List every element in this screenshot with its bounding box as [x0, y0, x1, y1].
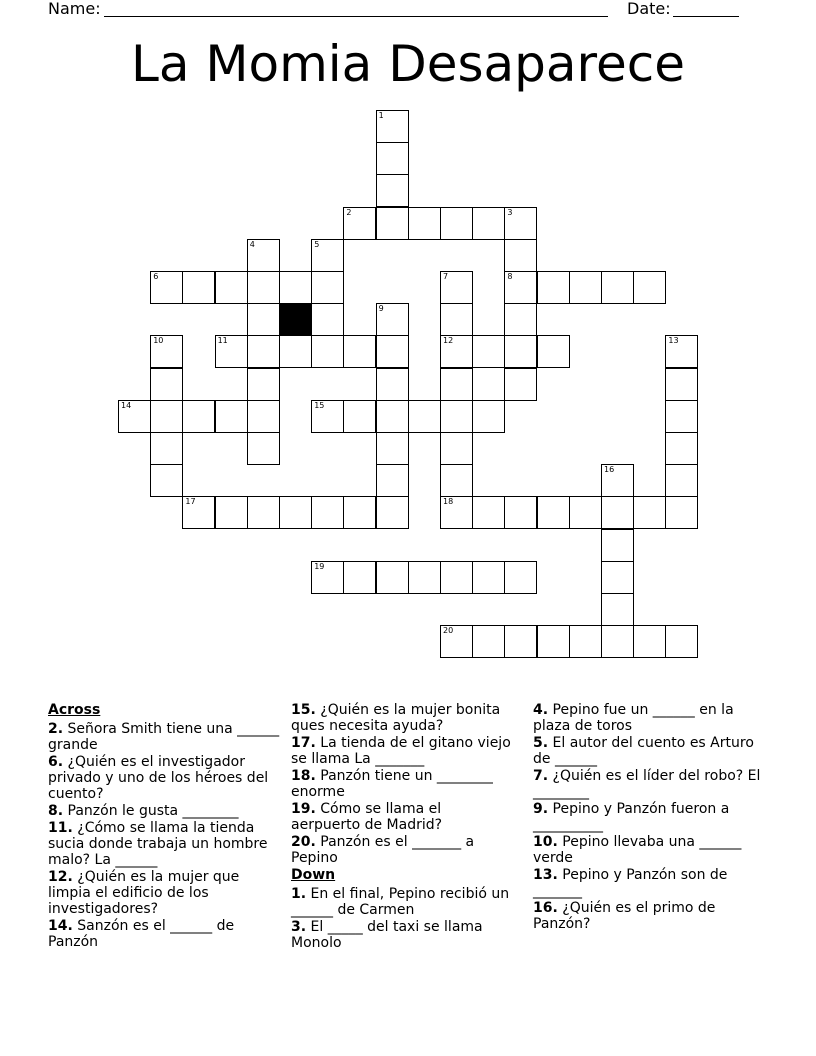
- clue-down: [533, 900, 761, 932]
- grid-cell[interactable]: [440, 561, 473, 594]
- clue-across: [48, 721, 280, 753]
- grid-cell[interactable]: [279, 335, 312, 368]
- clue-number-label: 4: [249, 239, 255, 249]
- clue-number-label: 2: [346, 207, 352, 217]
- clue-number: 5.: [533, 735, 549, 751]
- grid-cell[interactable]: [601, 271, 634, 304]
- grid-cell[interactable]: [247, 271, 280, 304]
- clue-text: ¿Cómo se llama la tienda sucia donde trabaja un hombre malo? La ______: [48, 820, 268, 868]
- clue-text: Pepino y Panzón son de _______: [533, 867, 728, 899]
- across-heading: Across: [48, 702, 101, 718]
- grid-cell[interactable]: [601, 464, 634, 497]
- clue-text: ¿Quién es el líder del robo? El ________: [533, 768, 761, 800]
- grid-cell[interactable]: [504, 335, 537, 368]
- clue-down: [533, 834, 761, 866]
- grid-cell[interactable]: [150, 271, 183, 304]
- grid-cell[interactable]: [440, 400, 473, 433]
- clue-text: La tienda de el gitano viejo se llama La _______: [291, 735, 511, 767]
- grid-cell[interactable]: [472, 335, 505, 368]
- grid-cell[interactable]: [376, 464, 409, 497]
- grid-cell[interactable]: [343, 561, 376, 594]
- grid-cell[interactable]: [376, 432, 409, 465]
- clue-text: Pepino fue un ______ en la plaza de toros: [533, 702, 734, 734]
- clue-number: 11.: [48, 820, 73, 836]
- grid-cell[interactable]: [247, 400, 280, 433]
- grid-cell[interactable]: [440, 464, 473, 497]
- grid-cell[interactable]: [472, 496, 505, 529]
- clue-number: 1.: [291, 886, 307, 902]
- grid-cell[interactable]: [150, 464, 183, 497]
- grid-cell[interactable]: [569, 496, 602, 529]
- grid-cell[interactable]: [247, 368, 280, 401]
- clue-number-label: 10: [153, 336, 164, 346]
- grid-cell[interactable]: [343, 207, 376, 240]
- clue-number: 17.: [291, 735, 316, 751]
- grid-cell[interactable]: [376, 110, 409, 143]
- black-cell: [279, 303, 312, 336]
- grid-cell[interactable]: [150, 368, 183, 401]
- grid-cell[interactable]: [472, 400, 505, 433]
- clue-number-label: 15: [314, 400, 325, 410]
- grid-cell[interactable]: [150, 400, 183, 433]
- clue-down: [533, 801, 761, 833]
- grid-cell[interactable]: [376, 335, 409, 368]
- grid-cell[interactable]: [472, 207, 505, 240]
- grid-cell[interactable]: [504, 561, 537, 594]
- clue-number: 9.: [533, 801, 549, 817]
- grid-cell[interactable]: [665, 368, 698, 401]
- clue-across: [291, 768, 513, 800]
- grid-cell[interactable]: [665, 400, 698, 433]
- clue-number-label: 1: [378, 111, 384, 120]
- grid-cell[interactable]: [633, 271, 666, 304]
- clue-number: 18.: [291, 768, 316, 784]
- grid-cell[interactable]: [601, 496, 634, 529]
- grid-cell[interactable]: [665, 335, 698, 368]
- clue-number-label: 14: [121, 400, 132, 410]
- clue-across: [48, 869, 280, 917]
- clue-number: 15.: [291, 702, 316, 718]
- grid-cell[interactable]: [311, 561, 344, 594]
- grid-cell[interactable]: [504, 496, 537, 529]
- grid-cell[interactable]: [440, 207, 473, 240]
- clue-text: Panzón tiene un ________ enorme: [291, 768, 493, 800]
- grid-cell[interactable]: [311, 400, 344, 433]
- clue-number-label: 8: [507, 272, 513, 281]
- clue-down: [533, 867, 761, 899]
- clue-across: [48, 803, 280, 819]
- grid-cell[interactable]: [376, 561, 409, 594]
- clue-number-label: 16: [604, 465, 615, 475]
- grid-cell[interactable]: [279, 496, 312, 529]
- grid-cell[interactable]: [408, 400, 441, 433]
- clue-down: [533, 735, 761, 767]
- grid-cell[interactable]: [376, 303, 409, 336]
- grid-cell[interactable]: [376, 400, 409, 433]
- clue-column-3: [533, 702, 761, 933]
- grid-cell[interactable]: [343, 400, 376, 433]
- name-label: Name:: [48, 0, 101, 18]
- grid-cell[interactable]: [472, 625, 505, 658]
- grid-cell[interactable]: [408, 207, 441, 240]
- clue-number: 12.: [48, 869, 73, 885]
- clue-down: [291, 919, 513, 951]
- grid-cell[interactable]: [311, 496, 344, 529]
- grid-cell[interactable]: [440, 625, 473, 658]
- grid-cell[interactable]: [182, 271, 215, 304]
- grid-cell[interactable]: [504, 303, 537, 336]
- clue-number: 6.: [48, 754, 64, 770]
- clue-text: Pepino llevaba una ______ verde: [533, 834, 742, 866]
- clue-text: El _____ del taxi se llama Monolo: [291, 919, 483, 951]
- grid-cell[interactable]: [311, 239, 344, 272]
- grid-cell[interactable]: [247, 239, 280, 272]
- clue-text: ¿Quién es el primo de Panzón?: [533, 900, 716, 932]
- grid-cell[interactable]: [633, 496, 666, 529]
- grid-cell[interactable]: [311, 303, 344, 336]
- grid-cell[interactable]: [601, 593, 634, 626]
- grid-cell[interactable]: [376, 174, 409, 207]
- grid-cell[interactable]: [537, 625, 570, 658]
- clue-number-label: 7: [443, 272, 449, 281]
- clue-number: 14.: [48, 918, 73, 934]
- grid-cell[interactable]: [504, 239, 537, 272]
- grid-cell[interactable]: [665, 625, 698, 658]
- clue-down: [533, 768, 761, 800]
- grid-cell[interactable]: [311, 271, 344, 304]
- grid-cell[interactable]: [440, 271, 473, 304]
- grid-cell[interactable]: [569, 625, 602, 658]
- clue-text: Señora Smith tiene una ______ grande: [48, 721, 280, 753]
- grid-cell[interactable]: [665, 496, 698, 529]
- grid-cell[interactable]: [440, 496, 473, 529]
- clue-text: Panzón le gusta ________: [67, 803, 239, 819]
- grid-cell[interactable]: [343, 496, 376, 529]
- clue-text: El autor del cuento es Arturo de ______: [533, 735, 754, 767]
- clue-text: ¿Quién es la mujer bonita ques necesita ayuda?: [291, 702, 501, 734]
- clue-across: [291, 735, 513, 767]
- clue-text: ¿Quién es el investigador privado y uno de los héroes del cuento?: [48, 754, 269, 802]
- puzzle-title: La Momia Desaparece: [130, 35, 686, 93]
- grid-cell[interactable]: [376, 207, 409, 240]
- clue-number-label: 20: [443, 626, 454, 636]
- clue-number: 7.: [533, 768, 549, 784]
- grid-cell[interactable]: [440, 335, 473, 368]
- grid-cell[interactable]: [247, 432, 280, 465]
- clue-number-label: 17: [185, 497, 196, 507]
- grid-cell[interactable]: [279, 271, 312, 304]
- grid-cell[interactable]: [537, 271, 570, 304]
- grid-cell[interactable]: [150, 432, 183, 465]
- clue-number-label: 9: [378, 304, 384, 314]
- grid-cell[interactable]: [408, 561, 441, 594]
- clue-text: ¿Quién es la mujer que limpia el edificio de los investigadores?: [48, 869, 240, 917]
- clue-across: [48, 918, 280, 950]
- clue-text: Pepino y Panzón fueron a __________: [533, 801, 730, 833]
- clue-across: [291, 702, 513, 734]
- clue-number: 4.: [533, 702, 549, 718]
- grid-cell[interactable]: [504, 271, 537, 304]
- grid-cell[interactable]: [150, 335, 183, 368]
- clue-number: 3.: [291, 919, 307, 935]
- clue-number: 19.: [291, 801, 316, 817]
- grid-cell[interactable]: [601, 529, 634, 562]
- grid-cell[interactable]: [247, 496, 280, 529]
- grid-cell[interactable]: [118, 400, 151, 433]
- clue-number: 10.: [533, 834, 558, 850]
- grid-cell[interactable]: [311, 335, 344, 368]
- grid-cell[interactable]: [247, 335, 280, 368]
- grid-cell[interactable]: [633, 625, 666, 658]
- grid-cell[interactable]: [247, 303, 280, 336]
- clue-number: 20.: [291, 834, 316, 850]
- clue-number-label: 6: [153, 272, 159, 281]
- clue-text: Sanzón es el ______ de Panzón: [48, 918, 235, 950]
- clue-column-1: [48, 702, 280, 951]
- clue-number: 2.: [48, 721, 64, 737]
- clue-number-label: 12: [443, 336, 454, 346]
- grid-cell[interactable]: [182, 400, 215, 433]
- grid-cell[interactable]: [215, 335, 248, 368]
- grid-cell[interactable]: [376, 496, 409, 529]
- grid-cell[interactable]: [215, 271, 248, 304]
- clue-number-label: 13: [668, 336, 679, 346]
- clue-number-label: 19: [314, 561, 325, 571]
- grid-cell[interactable]: [472, 561, 505, 594]
- clue-number-label: 18: [443, 497, 454, 507]
- grid-cell[interactable]: [601, 561, 634, 594]
- clue-text: En el final, Pepino recibió un ______ de Carmen: [291, 886, 510, 918]
- grid-cell[interactable]: [215, 400, 248, 433]
- grid-cell[interactable]: [504, 207, 537, 240]
- grid-cell[interactable]: [504, 368, 537, 401]
- grid-cell[interactable]: [537, 335, 570, 368]
- grid-cell[interactable]: [537, 496, 570, 529]
- grid-cell[interactable]: [601, 625, 634, 658]
- clue-across: [291, 834, 513, 866]
- grid-cell[interactable]: [504, 625, 537, 658]
- clue-number-label: 5: [314, 239, 320, 249]
- grid-cell[interactable]: [440, 303, 473, 336]
- date-label: Date:: [627, 0, 671, 18]
- down-heading: Down: [291, 867, 336, 883]
- grid-cell[interactable]: [569, 271, 602, 304]
- grid-cell[interactable]: [215, 496, 248, 529]
- grid-cell[interactable]: [376, 142, 409, 175]
- clue-across: [48, 820, 280, 868]
- grid-cell[interactable]: [665, 432, 698, 465]
- clue-down: [533, 702, 761, 734]
- grid-cell[interactable]: [665, 464, 698, 497]
- clue-column-2: [291, 702, 513, 952]
- clue-across: [291, 801, 513, 833]
- grid-cell[interactable]: [376, 368, 409, 401]
- grid-cell[interactable]: [440, 432, 473, 465]
- clue-number: 16.: [533, 900, 558, 916]
- clue-number-label: 11: [217, 336, 228, 346]
- clue-number: 13.: [533, 867, 558, 883]
- clue-text: Panzón es el _______ a Pepino: [291, 834, 475, 866]
- clue-down: [291, 886, 513, 918]
- clue-number: 8.: [48, 803, 64, 819]
- grid-cell[interactable]: [343, 335, 376, 368]
- grid-cell[interactable]: [440, 368, 473, 401]
- clue-number-label: 3: [507, 207, 513, 217]
- clue-across: [48, 754, 280, 802]
- grid-cell[interactable]: [182, 496, 215, 529]
- clue-text: Cómo se llama el aerpuerto de Madrid?: [291, 801, 443, 833]
